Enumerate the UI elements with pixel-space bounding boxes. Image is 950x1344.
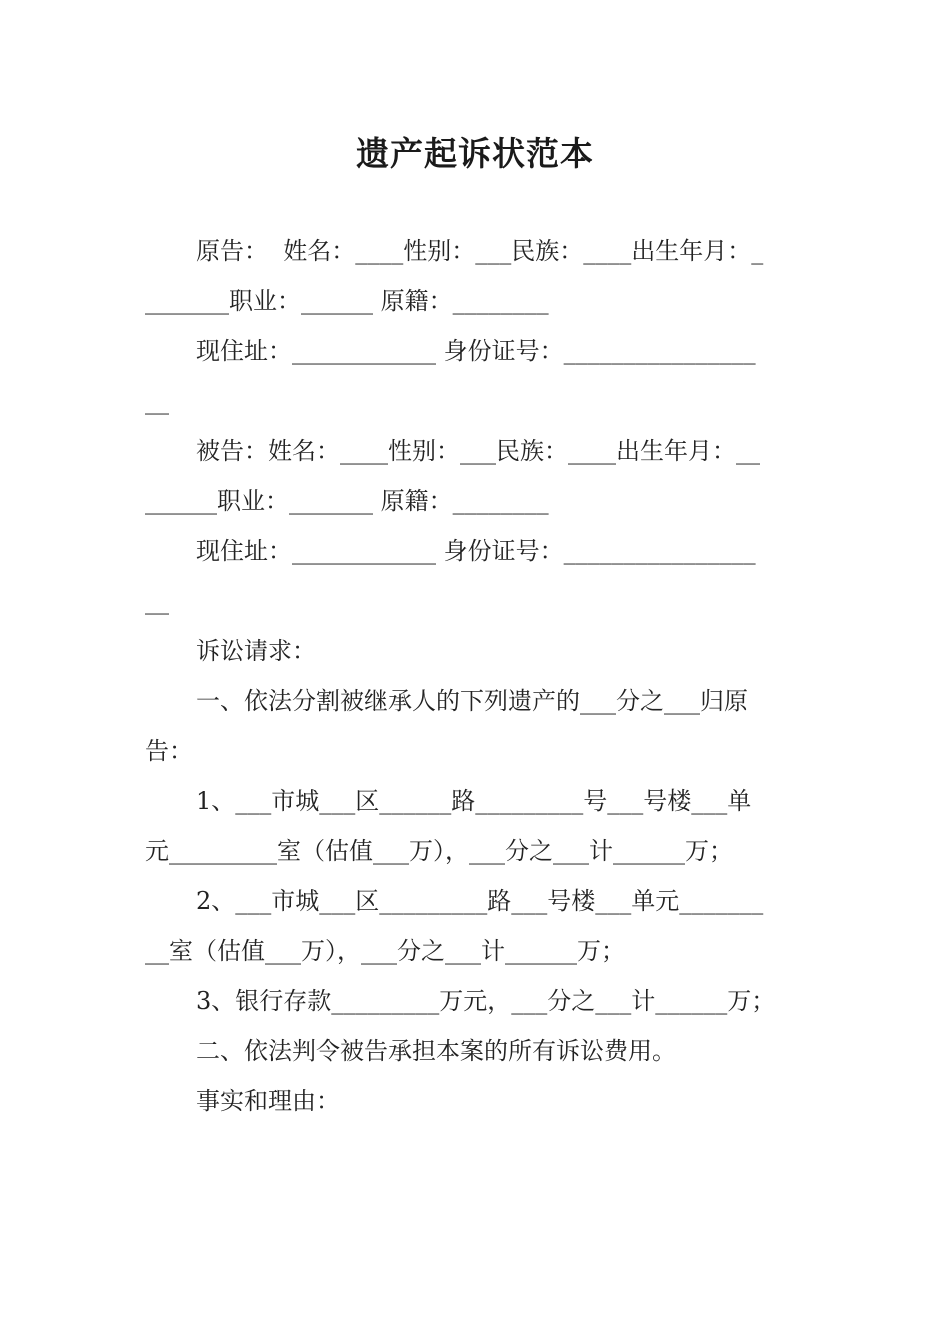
claim-2-line: 二、依法判令被告承担本案的所有诉讼费用。 <box>196 1037 676 1065</box>
plaintiff-address-line: 现住址：____________ 身份证号：________________ <box>196 337 756 365</box>
claim-1-line-1: 一、依法分割被继承人的下列遗产的___分之___归原 <box>196 687 748 715</box>
property-1-line-1: 1、___市城___区______路_________号___号楼___单 <box>196 787 752 815</box>
claims-heading: 诉讼请求： <box>196 637 316 665</box>
facts-heading: 事实和理由： <box>196 1087 340 1115</box>
defendant-id-continuation: __ <box>145 587 169 615</box>
property-2-line-2: __室（估值___万），___分之___计______万； <box>145 937 625 965</box>
defendant-info-line-1: 被告：姓名：____性别：___民族：____出生年月：__ <box>196 437 760 465</box>
property-1-line-2: 元_________室（估值___万），___分之___计______万； <box>145 837 733 865</box>
plaintiff-info-line-1: 原告： 姓名：____性别：___民族：____出生年月：_ <box>196 237 764 265</box>
plaintiff-id-continuation: __ <box>145 387 169 415</box>
document-title: 遗产起诉状范本 <box>356 134 594 173</box>
defendant-info-line-2: ______职业：_______ 原籍：________ <box>145 487 549 515</box>
property-2-line-1: 2、___市城___区_________路___号楼___单元_______ <box>196 887 764 915</box>
defendant-address-line: 现住址：____________ 身份证号：________________ <box>196 537 756 565</box>
plaintiff-info-line-2: _______职业：______ 原籍：________ <box>145 287 549 315</box>
property-3-line: 3、银行存款_________万元，___分之___计______万； <box>196 987 776 1015</box>
claim-1-line-2: 告： <box>145 737 193 765</box>
